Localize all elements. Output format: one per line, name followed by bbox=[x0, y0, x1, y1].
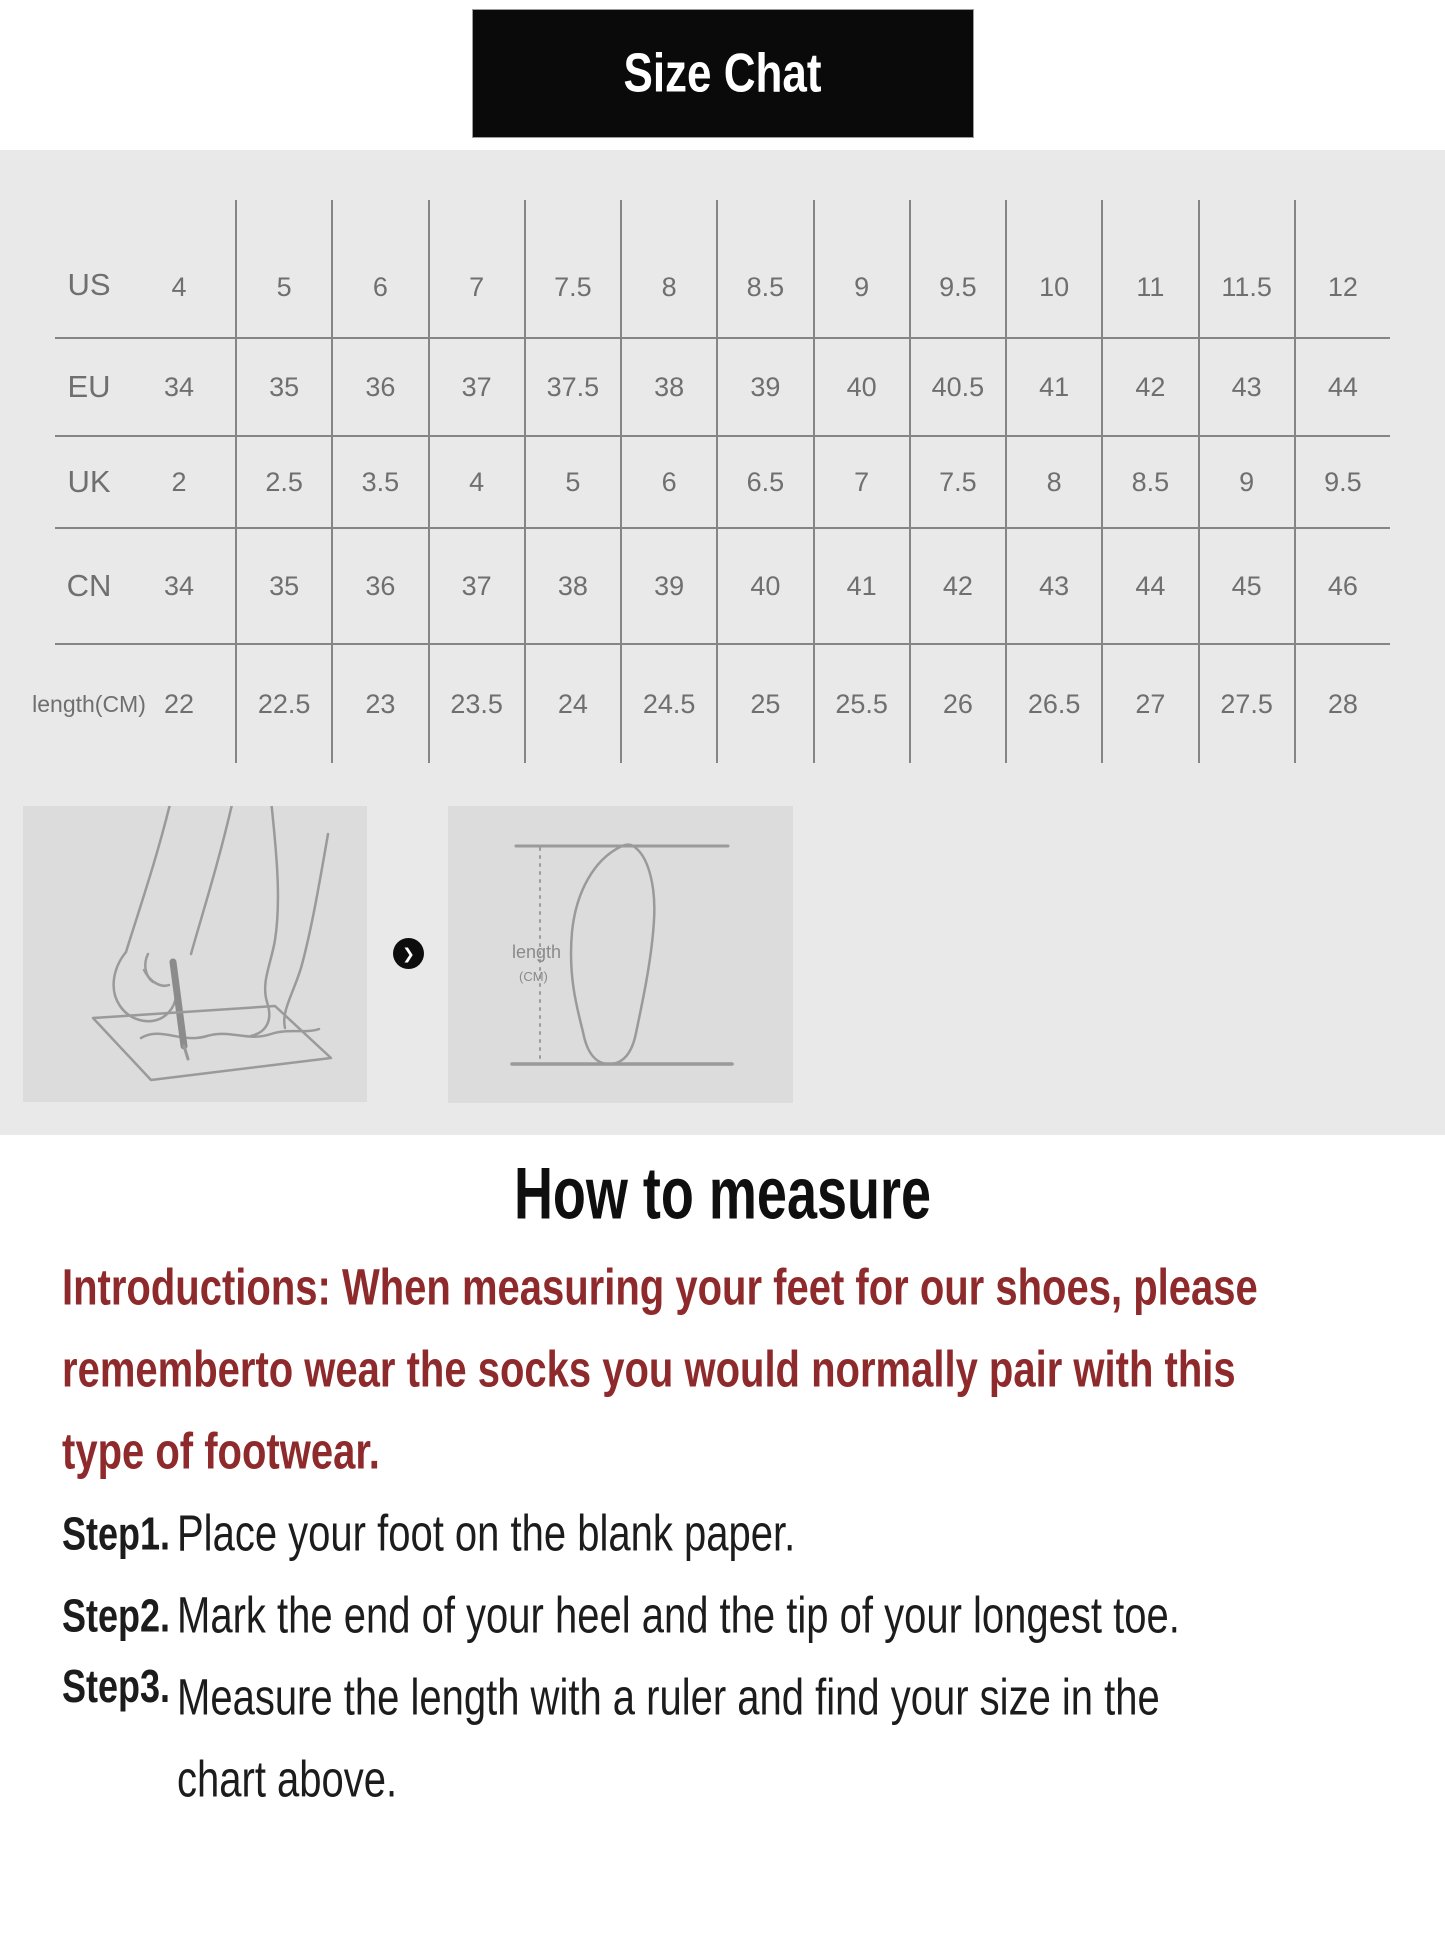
size-cell: 34 bbox=[163, 570, 195, 601]
size-cell: 37 bbox=[428, 339, 524, 435]
size-cell: 5 bbox=[524, 437, 620, 527]
size-cell: 6 bbox=[331, 200, 427, 337]
foot-tracing-illustration bbox=[23, 806, 367, 1102]
chevron-right-icon: ❯ bbox=[402, 945, 415, 963]
size-cell: 11.5 bbox=[1198, 200, 1294, 337]
size-cell: 2.5 bbox=[235, 437, 331, 527]
size-cell: 38 bbox=[524, 529, 620, 643]
size-table bbox=[32, 200, 1390, 763]
size-cell: 40 bbox=[716, 529, 812, 643]
table-row bbox=[55, 527, 1390, 643]
step-text: Measure the length with a ruler and find your size in the bbox=[177, 1669, 1160, 1727]
size-cell: 36 bbox=[331, 529, 427, 643]
size-chart-title: Size Chat bbox=[623, 42, 822, 104]
size-cell: 35 bbox=[235, 529, 331, 643]
row-label: US bbox=[67, 267, 111, 302]
row-label: length(CM) bbox=[32, 690, 146, 717]
size-cell: 7 bbox=[428, 200, 524, 337]
size-cell: 45 bbox=[1198, 529, 1294, 643]
size-cell: 40.5 bbox=[909, 339, 1005, 435]
size-cell: 8.5 bbox=[716, 200, 812, 337]
size-cell: 37.5 bbox=[524, 339, 620, 435]
size-cell: 28 bbox=[1294, 645, 1390, 763]
row-label: EU bbox=[67, 369, 111, 404]
size-cell: 42 bbox=[1101, 339, 1197, 435]
size-cell: 22.5 bbox=[235, 645, 331, 763]
foot-length-illustration bbox=[448, 806, 793, 1103]
size-cell: 7.5 bbox=[524, 200, 620, 337]
size-cell: 26.5 bbox=[1005, 645, 1101, 763]
size-chart-panel bbox=[0, 150, 1445, 1135]
step-row bbox=[62, 1657, 1415, 1821]
step-text: Place your foot on the blank paper. bbox=[177, 1505, 796, 1563]
size-cell: 9.5 bbox=[909, 200, 1005, 337]
length-unit-label: (CM) bbox=[519, 969, 548, 984]
size-cell: 37 bbox=[428, 529, 524, 643]
size-cell: 8.5 bbox=[1101, 437, 1197, 527]
how-to-measure-heading: How to measure bbox=[513, 1153, 932, 1235]
step-label: Step1. bbox=[62, 1507, 171, 1560]
size-cell: 7 bbox=[813, 437, 909, 527]
size-cell: 25.5 bbox=[813, 645, 909, 763]
size-cell: 12 bbox=[1294, 200, 1390, 337]
size-cell: 27.5 bbox=[1198, 645, 1294, 763]
size-cell: 2 bbox=[171, 466, 187, 497]
size-cell: 34 bbox=[163, 371, 195, 402]
size-cell: 25 bbox=[716, 645, 812, 763]
size-cell: 38 bbox=[620, 339, 716, 435]
size-cell: 6 bbox=[620, 437, 716, 527]
size-cell: 40 bbox=[813, 339, 909, 435]
size-cell: 6.5 bbox=[716, 437, 812, 527]
foot-length-diagram bbox=[448, 806, 793, 1103]
intro-line: Introductions: When measuring your feet for our shoes, please bbox=[62, 1259, 1258, 1317]
step-text: Mark the end of your heel and the tip of your longest toe. bbox=[177, 1587, 1180, 1645]
size-cell: 27 bbox=[1101, 645, 1197, 763]
size-cell: 4 bbox=[171, 272, 187, 302]
size-cell: 23.5 bbox=[428, 645, 524, 763]
size-cell: 5 bbox=[235, 200, 331, 337]
table-row bbox=[55, 200, 1390, 337]
step-label: Step3. bbox=[62, 1659, 171, 1713]
size-cell: 24.5 bbox=[620, 645, 716, 763]
size-chart-header bbox=[473, 10, 973, 137]
size-cell: 3.5 bbox=[331, 437, 427, 527]
table-row bbox=[55, 337, 1390, 435]
step-label: Step2. bbox=[62, 1589, 171, 1642]
size-cell: 8 bbox=[1005, 437, 1101, 527]
step-text-continued: chart above. bbox=[177, 1751, 398, 1809]
size-cell: 7.5 bbox=[909, 437, 1005, 527]
size-cell: 41 bbox=[813, 529, 909, 643]
size-cell: 44 bbox=[1294, 339, 1390, 435]
row-label: UK bbox=[67, 464, 111, 499]
size-cell: 24 bbox=[524, 645, 620, 763]
size-cell: 11 bbox=[1101, 200, 1197, 337]
size-cell: 39 bbox=[716, 339, 812, 435]
size-cell: 26 bbox=[909, 645, 1005, 763]
size-cell: 4 bbox=[428, 437, 524, 527]
table-row bbox=[32, 643, 1390, 763]
page bbox=[0, 10, 1445, 1937]
size-cell: 23 bbox=[331, 645, 427, 763]
intro-text bbox=[62, 1247, 1405, 1493]
next-arrow-icon bbox=[393, 938, 424, 969]
size-cell: 43 bbox=[1198, 339, 1294, 435]
size-cell: 43 bbox=[1005, 529, 1101, 643]
intro-line: rememberto wear the socks you would normally pair with this bbox=[62, 1341, 1236, 1399]
intro-line: type of footwear. bbox=[62, 1423, 380, 1481]
size-cell: 36 bbox=[331, 339, 427, 435]
size-cell: 10 bbox=[1005, 200, 1101, 337]
size-cell: 8 bbox=[620, 200, 716, 337]
size-cell: 44 bbox=[1101, 529, 1197, 643]
foot-tracing-sketch bbox=[23, 806, 367, 1102]
table-row bbox=[55, 435, 1390, 527]
size-cell: 41 bbox=[1005, 339, 1101, 435]
steps-list bbox=[62, 1493, 1415, 1821]
size-cell: 39 bbox=[620, 529, 716, 643]
size-cell: 46 bbox=[1294, 529, 1390, 643]
size-cell: 9.5 bbox=[1294, 437, 1390, 527]
size-cell: 42 bbox=[909, 529, 1005, 643]
size-cell: 9 bbox=[1198, 437, 1294, 527]
size-cell: 22 bbox=[163, 688, 195, 719]
length-label: length bbox=[512, 942, 562, 962]
row-label: CN bbox=[66, 568, 112, 603]
size-cell: 35 bbox=[235, 339, 331, 435]
measuring-illustrations bbox=[0, 806, 1445, 1103]
size-cell: 9 bbox=[813, 200, 909, 337]
